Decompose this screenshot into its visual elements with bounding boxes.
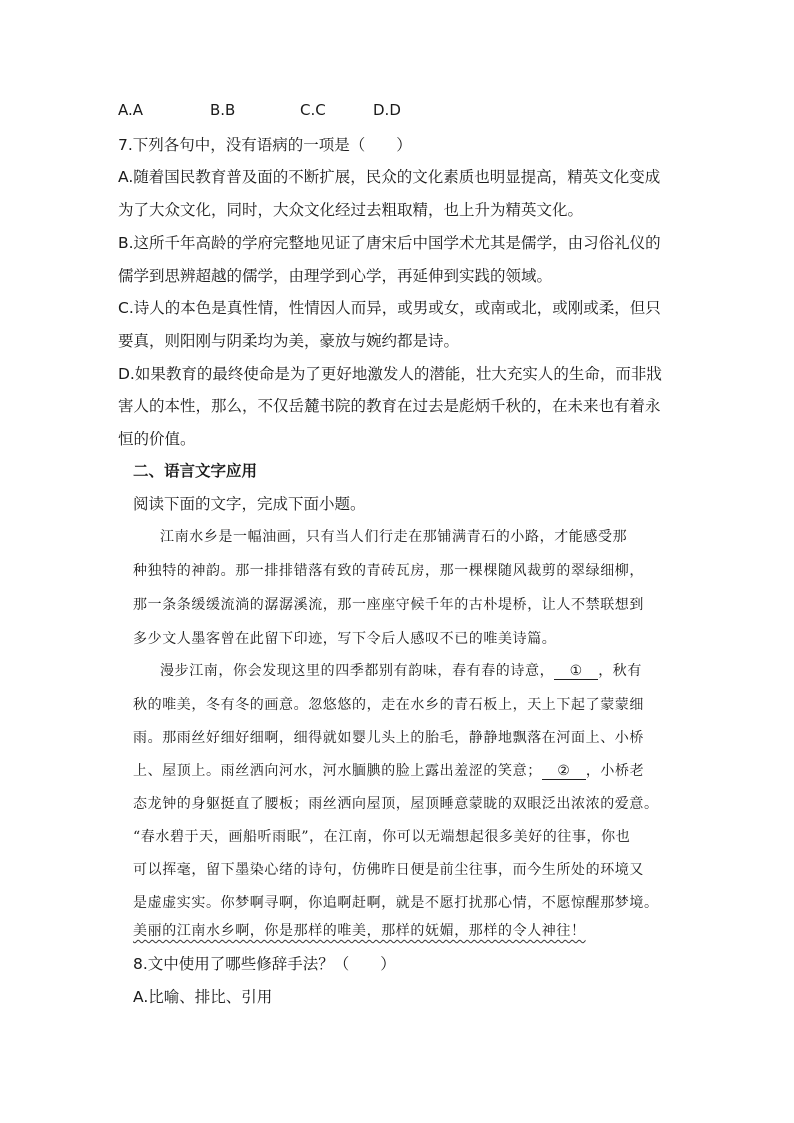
passage-p1-line1: 江南水乡是一幅油画，只有当人们行走在那铺满青石的小路，才能感受那 [160,529,628,545]
passage-p2-line4 [133,761,644,781]
passage-p2-line2: 秋的唯美，冬有冬的画意。忽悠悠的，走在水乡的青石板上，天上下起了蒙蒙细 [133,697,644,713]
passage-p2-line1 [160,661,642,681]
passage-p2-line8: 是虚虚实实。你梦啊寻啊，你追啊赶啊，就是不愿打扰那心情，不愿惊醒那梦境。 [133,895,659,911]
q7-option-b-line1[interactable]: B.这所千年高龄的学府完整地见证了唐宋后中国学术尤其是儒学，由习俗礼仪的 [118,234,661,252]
q7-option-b-line2: 儒学到思辨超越的儒学，由理学到心学，再延伸到实践的领域。 [118,267,553,285]
passage-p1-line4: 多少文人墨客曾在此留下印迹，写下令后人感叹不已的唯美诗篇。 [133,631,557,647]
q7-option-c-line1[interactable]: C.诗人的本色是真性情，性情因人而异，或男或女，或南或北，或刚或柔，但只 [118,299,661,317]
q7-option-d-line2: 害人的本性，那么，不仅岳麓书院的教育在过去是彪炳千秋的，在未来也有着永 [118,397,661,415]
blank-1[interactable]: ① [554,663,598,680]
q6-option-a[interactable]: A.A [118,101,144,119]
passage-p1-line2: 种独特的神韵。那一排排错落有致的青砖瓦房，那一棵棵随风裁剪的翠绿细柳， [133,563,644,579]
q7-option-a-line1[interactable]: A.随着国民教育普及面的不断扩展，民众的文化素质也明显提高，精英文化变成 [118,168,661,186]
q6-option-d[interactable]: D.D [373,101,401,119]
q8-option-a[interactable]: A.比喻、排比、引用 [133,988,273,1006]
q7-stem: 7.下列各句中，没有语病的一项是（ ） [118,136,412,154]
q7-option-c-line2: 要真，则阳刚与阴柔均为美，豪放与婉约都是诗。 [118,332,460,350]
passage-text: 上、屋顶上。雨丝洒向河水，河水腼腆的脸上露出羞涩的笑意； [133,763,542,779]
wavy-underlined-sentence: 美丽的江南水乡啊，你是那样的唯美，那样的妩媚，那样的令人神往！ [133,923,586,939]
passage-text: ，秋有 [598,663,643,679]
passage-text: ，小桥老 [585,763,645,779]
q6-option-b[interactable]: B.B [210,101,236,119]
section-instruction: 阅读下面的文字，完成下面小题。 [133,495,366,513]
blank-2[interactable]: ② [542,763,586,780]
q7-option-a-line2: 为了大众文化，同时，大众文化经过去粗取精，也上升为精英文化。 [118,201,584,219]
passage-p2-line6: “春水碧于天，画船听雨眠”，在江南，你可以无端想起很多美好的往事，你也 [133,829,631,845]
q8-stem: 8.文中使用了哪些修辞手法？（ ） [133,955,396,973]
passage-p2-line7: 可以挥毫，留下墨染心绪的诗句，仿佛昨日便是前尘往事，而今生所处的环境又 [133,862,644,878]
passage-p2-line5: 态龙钟的身躯挺直了腰板；雨丝洒向屋顶，屋顶睡意蒙眬的双眼泛出浓浓的爱意。 [133,796,659,812]
passage-p2-line9 [133,921,586,941]
section-heading: 二、语言文字应用 [133,462,258,480]
passage-text: 漫步江南，你会发现这里的四季都别有韵味，春有春的诗意， [160,663,555,679]
q7-option-d-line3: 恒的价值。 [118,430,196,448]
passage-p1-line3: 那一条条缓缓流淌的潺潺溪流，那一座座守候千年的古朴堤桥，让人不禁联想到 [133,597,644,613]
passage-p2-line3: 雨。那雨丝好细好细啊，细得就如婴儿头上的胎毛，静静地飘落在河面上、小桥 [133,730,644,746]
q7-option-d-line1[interactable]: D.如果教育的最终使命是为了更好地激发人的潜能，壮大充实人的生命，而非戕 [118,365,662,383]
q6-option-c[interactable]: C.C [300,101,326,119]
